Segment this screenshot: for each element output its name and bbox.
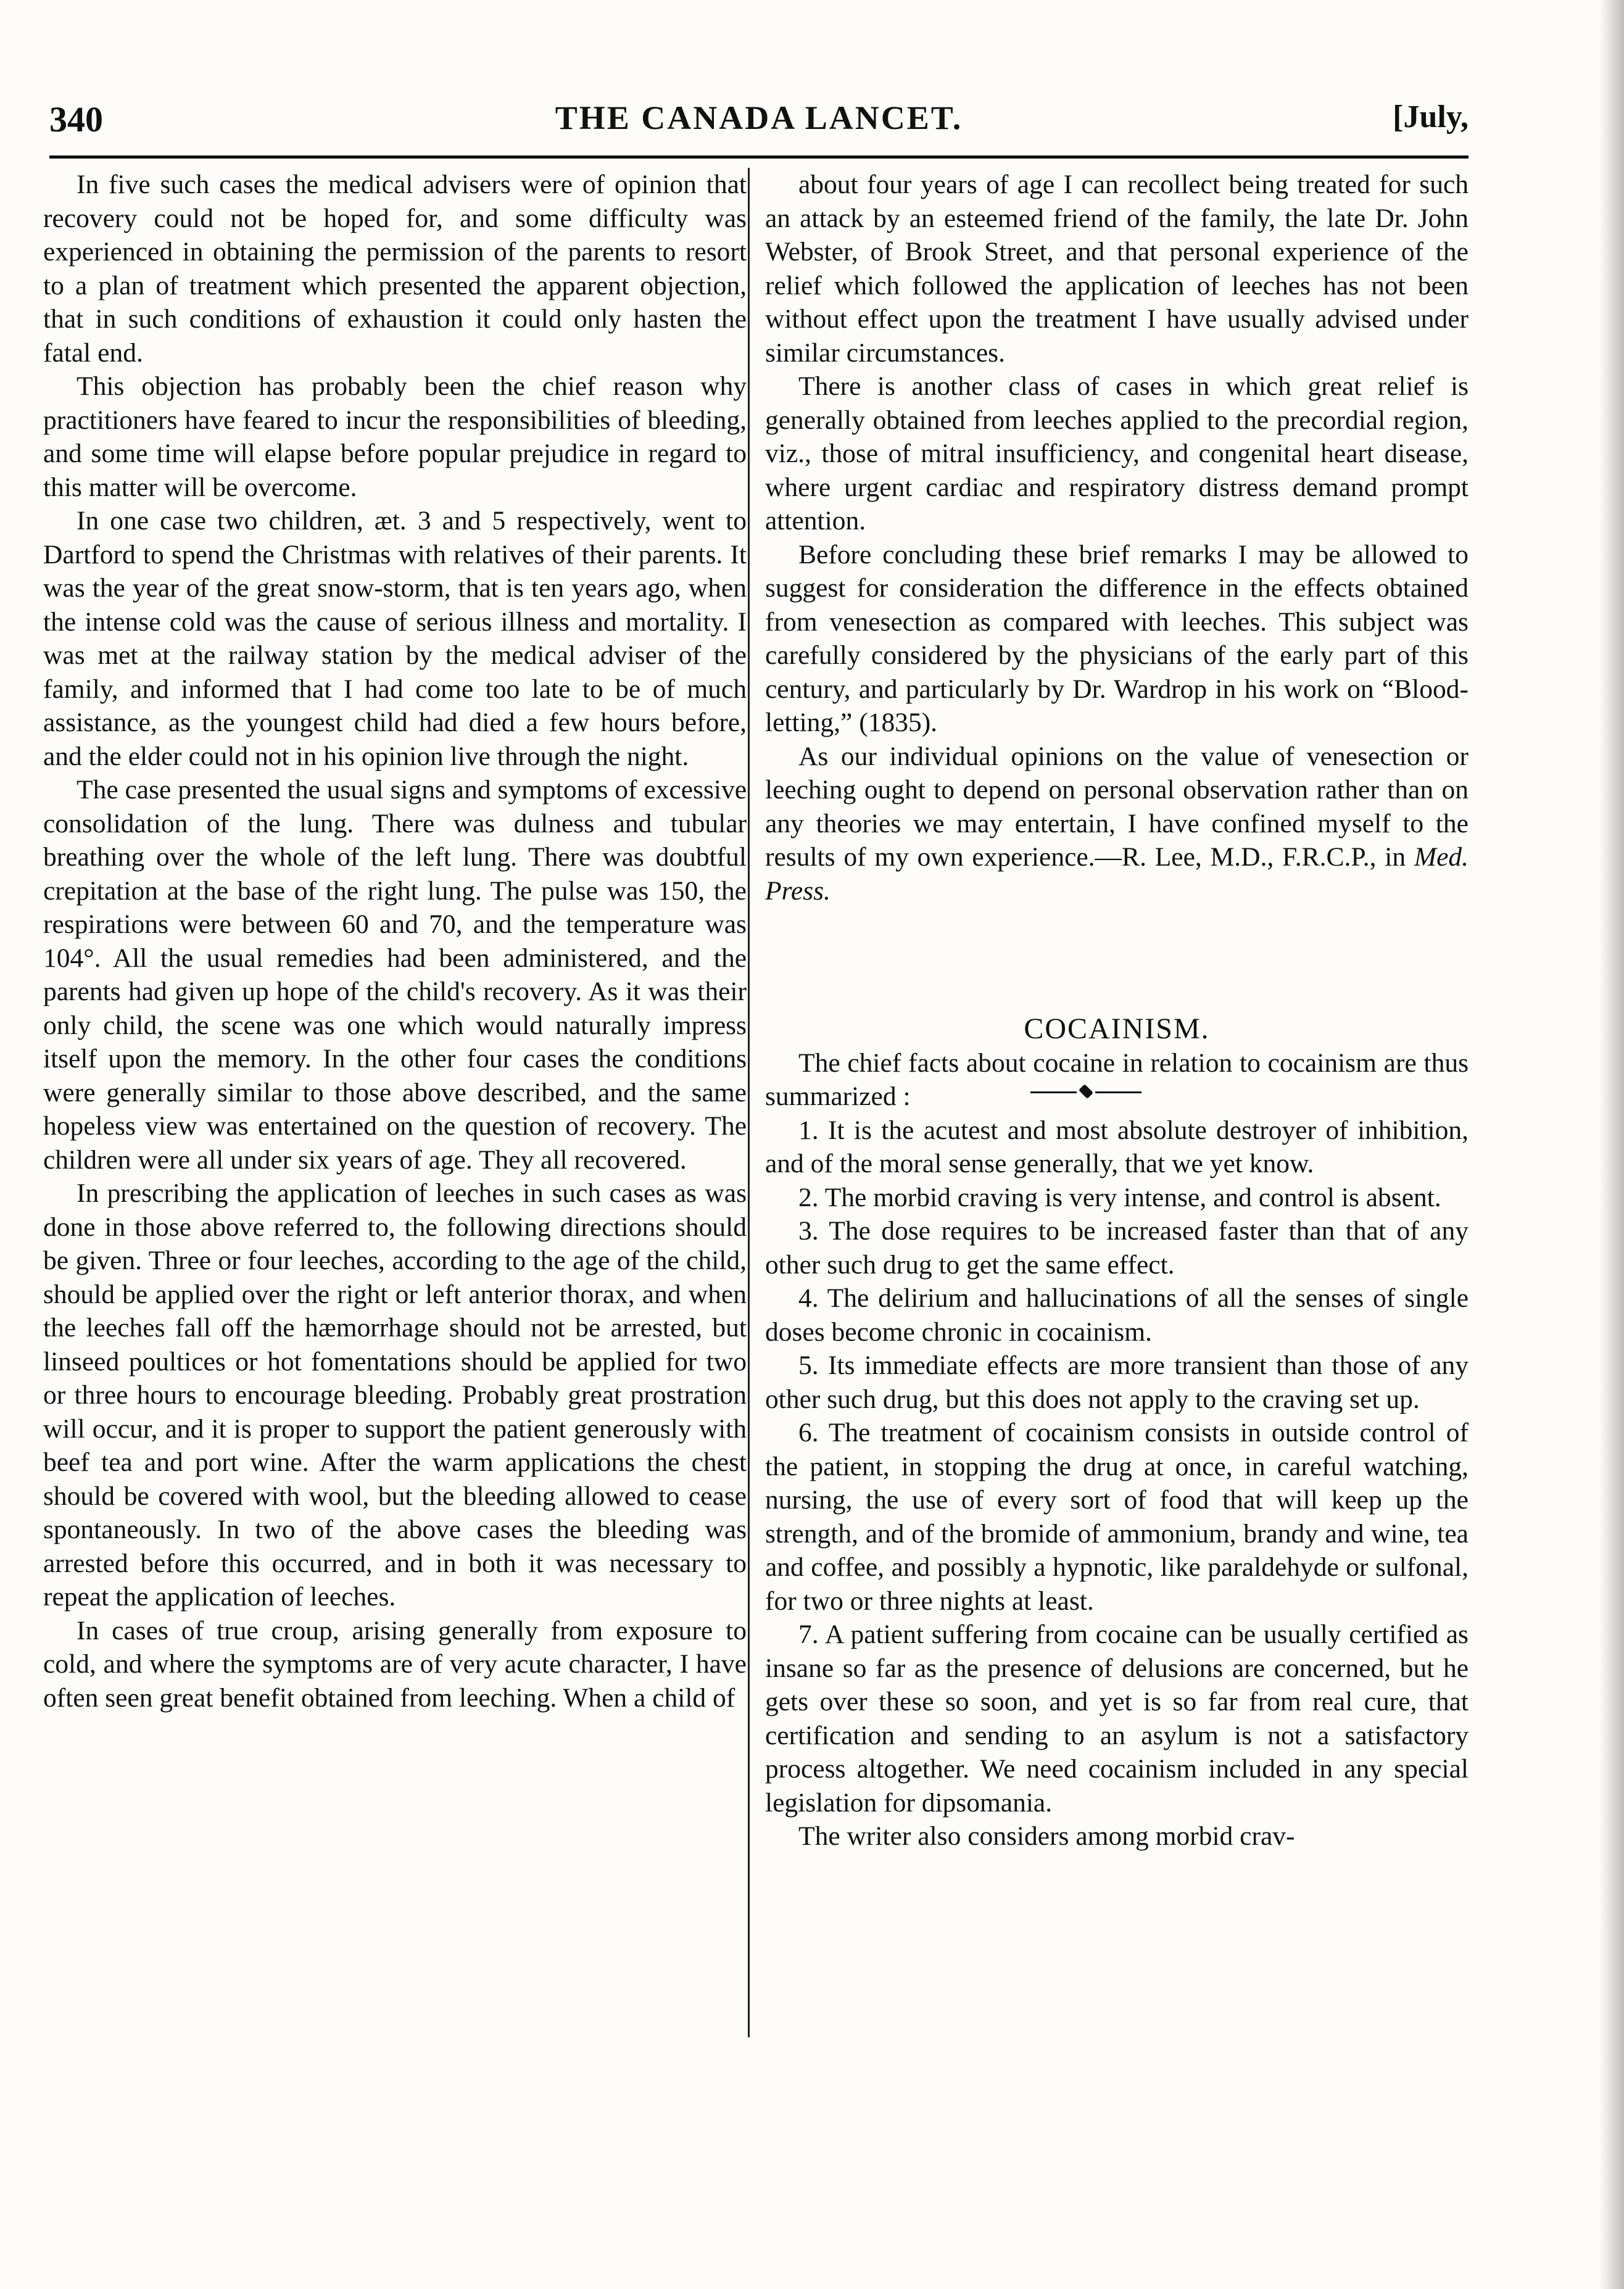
scan-edge-shadow xyxy=(1599,0,1624,2289)
list-item: 1. It is the acutest and most absolute destroyer of inhibition, and of the moral sense generally, that we yet know. xyxy=(765,1115,1469,1178)
list-item: 5. Its immediate effects are more transient than those of any other such drug, but this does not apply to the craving set up. xyxy=(765,1351,1469,1414)
journal-title: THE CANADA LANCET. xyxy=(555,99,963,136)
paragraph: There is another class of cases in which great relief is generally obtained from leeches applied to the precordial region, viz., those of mitral insufficiency, and congenital heart disease, where urgent cardiac and respiratory distress demand prompt attention. xyxy=(765,371,1469,536)
paragraph: Before concluding these brief remarks I may be allowed to suggest for consideration the difference in the effects obtained from venesection as compared with leeches. This subject was carefully considered by the physicians of the early part of this century, and particularly by Dr. Wardrop in his work on “Blood-letting,” (1835). xyxy=(765,539,1469,737)
paragraph: In five such cases the medical advisers were of opinion that recovery could not be hoped for, and some difficulty was experienced in obtaining the permission of the parents to resort to a plan of treatment which presented the apparent objection, that in such conditions of exhaustion it could only hasten the fatal end. xyxy=(43,170,747,368)
paragraph: In cases of true croup, arising generally from exposure to cold, and where the symptoms are of very acute character, I have often seen great benefit obtained from leeching. When a child of xyxy=(43,1615,747,1713)
ornament-diamond xyxy=(1079,1084,1093,1099)
paragraph: The writer also considers among morbid crav- xyxy=(798,1821,1295,1851)
ornament-line-left xyxy=(1030,1091,1077,1093)
header-rule xyxy=(49,155,1469,159)
citation: Med. Press. xyxy=(765,842,1469,906)
list-item: 7. A patient suffering from cocaine can be usually certified as insane so far as the presence of delusions are concerned, but he gets over these so soon, and yet is so far from real cure, that certification and sending to an asylum is not a satisfactory process altogether. We need cocainism included in any special legislation for dipsomania. xyxy=(765,1620,1469,1818)
list-item: 3. The dose requires to be increased faster than that of any other such drug to get the same effect. xyxy=(765,1216,1469,1280)
section-title: COCAINISM. xyxy=(1024,1012,1210,1045)
ornament-line-right xyxy=(1095,1091,1141,1093)
paragraph: about four years of age I can recollect being treated for such an attack by an esteemed friend of the family, the late Dr. John Webster, of Brook Street, and that personal experience of the relief which followed the application of leeches has not been without effect upon the treatment I have usually advised under similar circumstances. xyxy=(765,170,1469,368)
list-item: 6. The treatment of cocainism consists in outside control of the patient, in stopping the drug at once, in careful watching, nursing, the use of every sort of food that will keep up the strength, and of the bromide of ammonium, brandy and wine, tea and coffee, and possibly a hypnotic, like paraldehyde or sulfonal, for two or three nights at least. xyxy=(765,1418,1469,1616)
paragraph xyxy=(765,740,1469,908)
paragraph: The case presented the usual signs and symptoms of excessive consolidation of the lung. There was dulness and tubular breathing over the whole of the left lung. There was doubtful crepitation at the base of the right lung. The pulse was 150, the respirations were between 60 and 70, and the temperature was 104°. All the usual remedies had been administered, and the parents had given up hope of the child's recovery. As it was their only child, the scene was one which would naturally impress itself upon the memory. In the other four cases the conditions were generally similar to those above described, and the same hopeless view was entertained on the question of recovery. The children were all under six years of age. They all recovered. xyxy=(43,775,747,1175)
paragraph: The chief facts about cocaine in relation to cocainism are thus summarized : xyxy=(765,1048,1469,1111)
section-ornament xyxy=(1030,1086,1141,1098)
page-number: 340 xyxy=(49,99,103,139)
issue-month: [July, xyxy=(1393,99,1469,135)
list-item: 4. The delirium and hallucinations of all the senses of single doses become chronic in cocainism. xyxy=(765,1283,1469,1347)
column-divider xyxy=(748,168,750,2037)
paragraph: In prescribing the application of leeches in such cases as was done in those above referred to, the following directions should be given. Three or four leeches, according to the age of the child, should be applied over the right or left anterior thorax, and when the leeches fall off the hæmorrhage should not be arrested, but linseed poultices or hot fomentations should be applied for two or three hours to encourage bleeding. Probably great prostration will occur, and it is proper to support the patient generously with beef tea and port wine. After the warm applications the chest should be covered with wool, but the bleeding allowed to cease spontaneously. In two of the above cases the bleeding was arrested before this occurred, and in both it was necessary to repeat the application of leeches. xyxy=(43,1178,747,1612)
right-column xyxy=(765,168,1469,1853)
paragraph: In one case two children, æt. 3 and 5 respectively, went to Dartford to spend the Christmas with relatives of their parents. It was the year of the great snow-storm, that is ten years ago, when the intense cold was the cause of serious illness and mortality. I was met at the railway station by the medical adviser of the family, and informed that I had come too late to be of much assistance, as the youngest child had died a few hours before, and the elder could not in his opinion live through the night. xyxy=(43,506,747,771)
closing-paragraph-text: As our individual opinions on the value of venesection or leeching ought to depend on personal observation rather than on any theories we may entertain, I have confined myself to the results of my own experience.—R. Lee, M.D., F.R.C.P., in xyxy=(765,741,1469,872)
left-column xyxy=(43,168,747,1715)
paragraph: This objection has probably been the chief reason why practitioners have feared to incur the responsibilities of bleeding, and some time will elapse before popular prejudice in regard to this matter will be overcome. xyxy=(43,371,747,502)
running-header xyxy=(49,99,1469,148)
list-item: 2. The morbid craving is very intense, and control is absent. xyxy=(798,1182,1441,1212)
